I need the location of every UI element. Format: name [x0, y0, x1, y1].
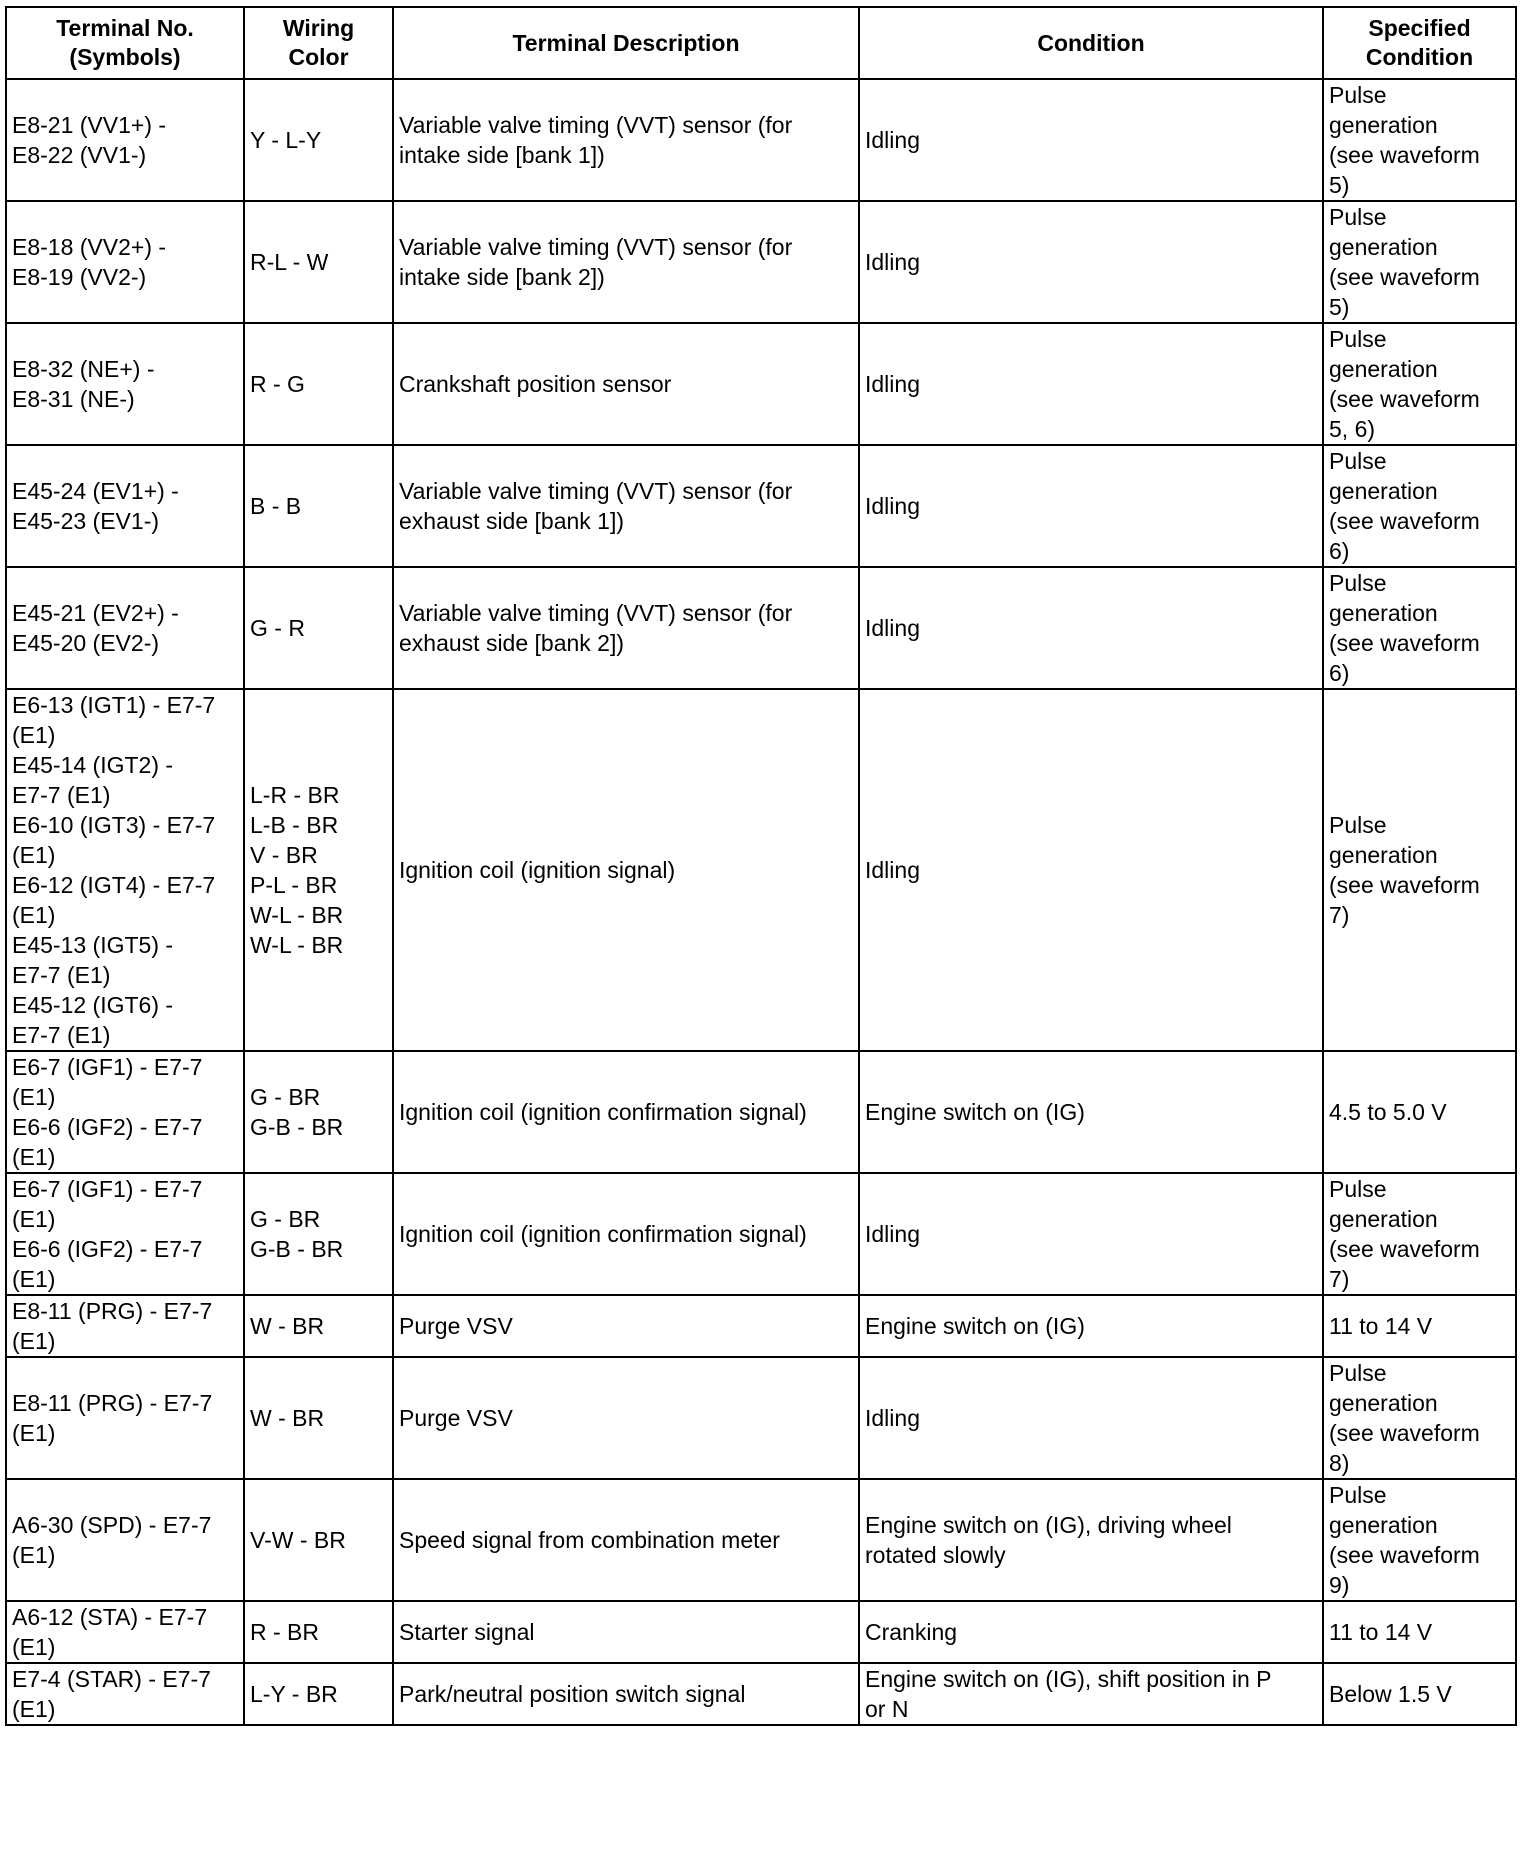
description-cell: Crankshaft position sensor — [393, 323, 859, 445]
table-header — [6, 7, 1516, 79]
condition-cell: Cranking — [859, 1601, 1323, 1663]
terminal-cell: E8-32 (NE+) - E8-31 (NE-) — [6, 323, 244, 445]
wiring-color-cell: W - BR — [244, 1357, 393, 1479]
wiring-color-cell: G - R — [244, 567, 393, 689]
wiring-color-cell: Y - L-Y — [244, 79, 393, 201]
condition-cell: Engine switch on (IG), driving wheel rotated slowly — [859, 1479, 1323, 1601]
terminal-cell: E8-18 (VV2+) - E8-19 (VV2-) — [6, 201, 244, 323]
specified-condition-cell: Pulse generation (see waveform 5) — [1323, 79, 1516, 201]
table-row — [6, 1479, 1516, 1601]
specified-condition-cell: Below 1.5 V — [1323, 1663, 1516, 1725]
specified-condition-cell: Pulse generation (see waveform 9) — [1323, 1479, 1516, 1601]
wiring-color-cell: G - BR G-B - BR — [244, 1051, 393, 1173]
wiring-color-cell: L-R - BR L-B - BR V - BR P-L - BR W-L - BR W-L - BR — [244, 689, 393, 1051]
table-row — [6, 79, 1516, 201]
specified-condition-cell: Pulse generation (see waveform 6) — [1323, 445, 1516, 567]
description-cell: Park/neutral position switch signal — [393, 1663, 859, 1725]
description-cell: Variable valve timing (VVT) sensor (for exhaust side [bank 1]) — [393, 445, 859, 567]
wiring-color-cell: V-W - BR — [244, 1479, 393, 1601]
specified-condition-cell: 11 to 14 V — [1323, 1601, 1516, 1663]
wiring-color-cell: R - BR — [244, 1601, 393, 1663]
condition-cell: Idling — [859, 1173, 1323, 1295]
condition-cell: Idling — [859, 323, 1323, 445]
header-row — [6, 7, 1516, 79]
specified-condition-cell: Pulse generation (see waveform 5) — [1323, 201, 1516, 323]
specified-condition-cell: Pulse generation (see waveform 7) — [1323, 1173, 1516, 1295]
header-specified-condition: Specified Condition — [1323, 7, 1516, 79]
terminal-cell: E6-7 (IGF1) - E7-7 (E1) E6-6 (IGF2) - E7-7 (E1) — [6, 1173, 244, 1295]
table-row — [6, 1051, 1516, 1173]
condition-cell: Idling — [859, 445, 1323, 567]
description-cell: Variable valve timing (VVT) sensor (for intake side [bank 2]) — [393, 201, 859, 323]
specified-condition-cell: Pulse generation (see waveform 7) — [1323, 689, 1516, 1051]
wiring-color-cell: B - B — [244, 445, 393, 567]
table-row — [6, 323, 1516, 445]
table-body — [6, 79, 1516, 1725]
terminal-cell: E8-11 (PRG) - E7-7 (E1) — [6, 1295, 244, 1357]
terminal-cell: E45-24 (EV1+) - E45-23 (EV1-) — [6, 445, 244, 567]
condition-cell: Idling — [859, 79, 1323, 201]
table-row — [6, 689, 1516, 1051]
specified-condition-cell: 11 to 14 V — [1323, 1295, 1516, 1357]
description-cell: Variable valve timing (VVT) sensor (for intake side [bank 1]) — [393, 79, 859, 201]
table-row — [6, 201, 1516, 323]
specified-condition-cell: Pulse generation (see waveform 8) — [1323, 1357, 1516, 1479]
terminal-cell: E7-4 (STAR) - E7-7 (E1) — [6, 1663, 244, 1725]
description-cell: Ignition coil (ignition signal) — [393, 689, 859, 1051]
table-row — [6, 1663, 1516, 1725]
wiring-color-cell: G - BR G-B - BR — [244, 1173, 393, 1295]
condition-cell: Idling — [859, 567, 1323, 689]
terminal-cell: E8-21 (VV1+) - E8-22 (VV1-) — [6, 79, 244, 201]
terminal-cell: E6-13 (IGT1) - E7-7 (E1) E45-14 (IGT2) - E7-7 (E1) E6-10 (IGT3) - E7-7 (E1) E6-12 (IGT4) - E7-7 (E1) E45-13 (IGT5) - E7-7 (E1) E45-12 (IGT6) - E7-7 (E1) — [6, 689, 244, 1051]
header-wiring-color: Wiring Color — [244, 7, 393, 79]
description-cell: Starter signal — [393, 1601, 859, 1663]
terminal-cell: E45-21 (EV2+) - E45-20 (EV2-) — [6, 567, 244, 689]
terminal-cell: A6-30 (SPD) - E7-7 (E1) — [6, 1479, 244, 1601]
terminal-spec-table — [5, 6, 1517, 1726]
condition-cell: Engine switch on (IG), shift position in P or N — [859, 1663, 1323, 1725]
wiring-color-cell: R - G — [244, 323, 393, 445]
header-condition: Condition — [859, 7, 1323, 79]
description-cell: Purge VSV — [393, 1295, 859, 1357]
table-row — [6, 1173, 1516, 1295]
condition-cell: Engine switch on (IG) — [859, 1295, 1323, 1357]
description-cell: Speed signal from combination meter — [393, 1479, 859, 1601]
table-row — [6, 1357, 1516, 1479]
description-cell: Ignition coil (ignition confirmation signal) — [393, 1051, 859, 1173]
wiring-color-cell: W - BR — [244, 1295, 393, 1357]
header-terminal-description: Terminal Description — [393, 7, 859, 79]
wiring-color-cell: L-Y - BR — [244, 1663, 393, 1725]
table-row — [6, 567, 1516, 689]
specified-condition-cell: Pulse generation (see waveform 5, 6) — [1323, 323, 1516, 445]
condition-cell: Idling — [859, 1357, 1323, 1479]
table-row — [6, 1601, 1516, 1663]
header-terminal-no: Terminal No. (Symbols) — [6, 7, 244, 79]
condition-cell: Idling — [859, 689, 1323, 1051]
condition-cell: Idling — [859, 201, 1323, 323]
table-row — [6, 1295, 1516, 1357]
wiring-color-cell: R-L - W — [244, 201, 393, 323]
terminal-cell: A6-12 (STA) - E7-7 (E1) — [6, 1601, 244, 1663]
terminal-cell: E6-7 (IGF1) - E7-7 (E1) E6-6 (IGF2) - E7-7 (E1) — [6, 1051, 244, 1173]
description-cell: Ignition coil (ignition confirmation signal) — [393, 1173, 859, 1295]
specified-condition-cell: 4.5 to 5.0 V — [1323, 1051, 1516, 1173]
description-cell: Purge VSV — [393, 1357, 859, 1479]
table-row — [6, 445, 1516, 567]
description-cell: Variable valve timing (VVT) sensor (for exhaust side [bank 2]) — [393, 567, 859, 689]
terminal-cell: E8-11 (PRG) - E7-7 (E1) — [6, 1357, 244, 1479]
specified-condition-cell: Pulse generation (see waveform 6) — [1323, 567, 1516, 689]
condition-cell: Engine switch on (IG) — [859, 1051, 1323, 1173]
